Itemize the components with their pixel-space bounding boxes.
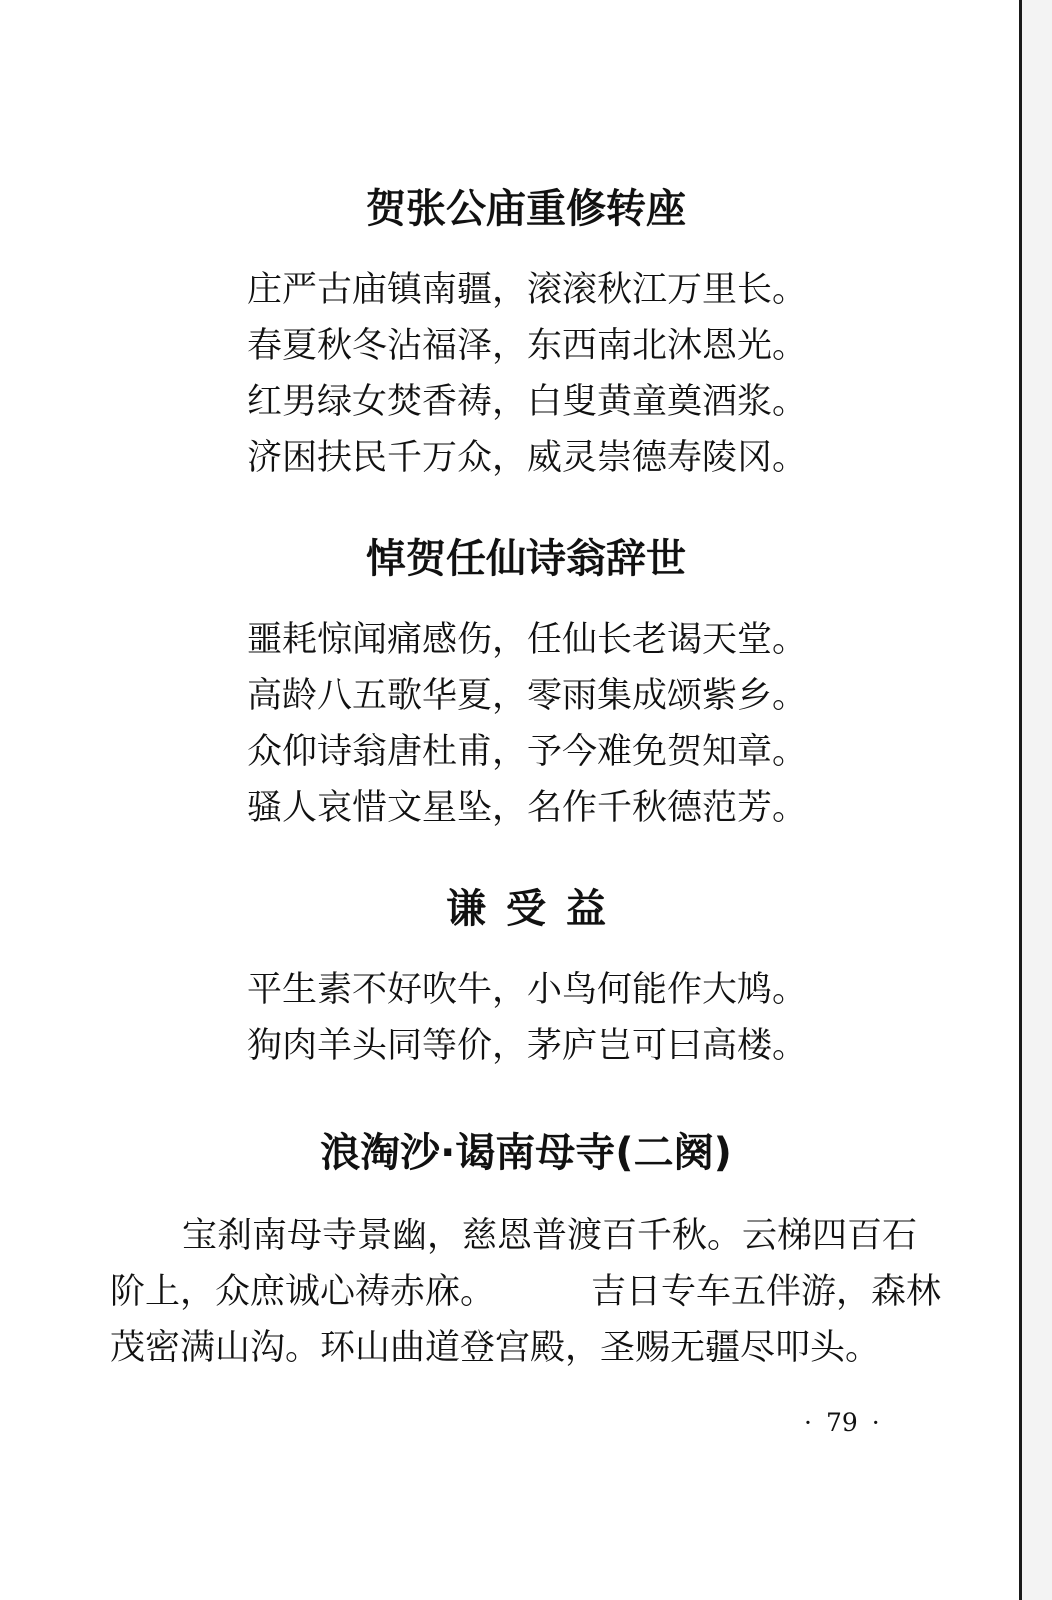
verse-line: 噩耗惊闻痛感伤，任仙长老谒天堂。 bbox=[247, 620, 808, 660]
poem-title: 悼贺任仙诗翁辞世 bbox=[366, 536, 686, 582]
verse-line: 平生素不好吹牛，小鸟何能作大鸠。 bbox=[247, 970, 808, 1010]
prose-line bbox=[110, 1264, 942, 1320]
prose-line: 茂密满山沟。环山曲道登宫殿，圣赐无疆尽叩头。 bbox=[110, 1328, 881, 1368]
verse-line: 春夏秋冬沾福泽，东西南北沐恩光。 bbox=[247, 326, 808, 366]
verse-line: 庄严古庙镇南疆，滚滚秋江万里长。 bbox=[247, 270, 808, 310]
poem-verses bbox=[247, 962, 807, 1074]
page-number bbox=[790, 1408, 894, 1438]
poem-verses bbox=[247, 262, 807, 486]
poem-verses bbox=[247, 612, 807, 836]
page-number-dot: · bbox=[804, 1408, 812, 1437]
verse-line: 高龄八五歌华夏，零雨集成颂紫乡。 bbox=[247, 676, 808, 716]
page-edge bbox=[1019, 0, 1052, 1600]
poem-title: 谦受益 bbox=[446, 886, 626, 932]
page-number-value: 79 bbox=[825, 1408, 858, 1437]
poem-title: 浪淘沙·谒南母寺(二阕) bbox=[320, 1130, 732, 1176]
verse-line: 红男绿女焚香祷，白叟黄童奠酒浆。 bbox=[247, 382, 808, 422]
verse-line: 众仰诗翁唐杜甫，予今难免贺知章。 bbox=[247, 732, 808, 772]
prose-line: 宝刹南母寺景幽，慈恩普渡百千秋。云梯四百石 bbox=[182, 1216, 918, 1256]
prose-segment: 阶上，众庶诚心祷赤庥。 bbox=[110, 1272, 496, 1312]
poem-title: 贺张公庙重修转座 bbox=[366, 186, 686, 232]
verse-line: 骚人哀惜文星坠，名作千秋德范芳。 bbox=[247, 788, 808, 828]
verse-line: 济困扶民千万众，威灵崇德寿陵冈。 bbox=[247, 438, 808, 478]
ci-prose bbox=[110, 1208, 942, 1376]
verse-line: 狗肉羊头同等价，茅庐岂可曰高楼。 bbox=[247, 1026, 808, 1066]
prose-segment: 吉日专车五伴游，森林 bbox=[591, 1272, 942, 1312]
page-number-dot: · bbox=[871, 1408, 880, 1437]
